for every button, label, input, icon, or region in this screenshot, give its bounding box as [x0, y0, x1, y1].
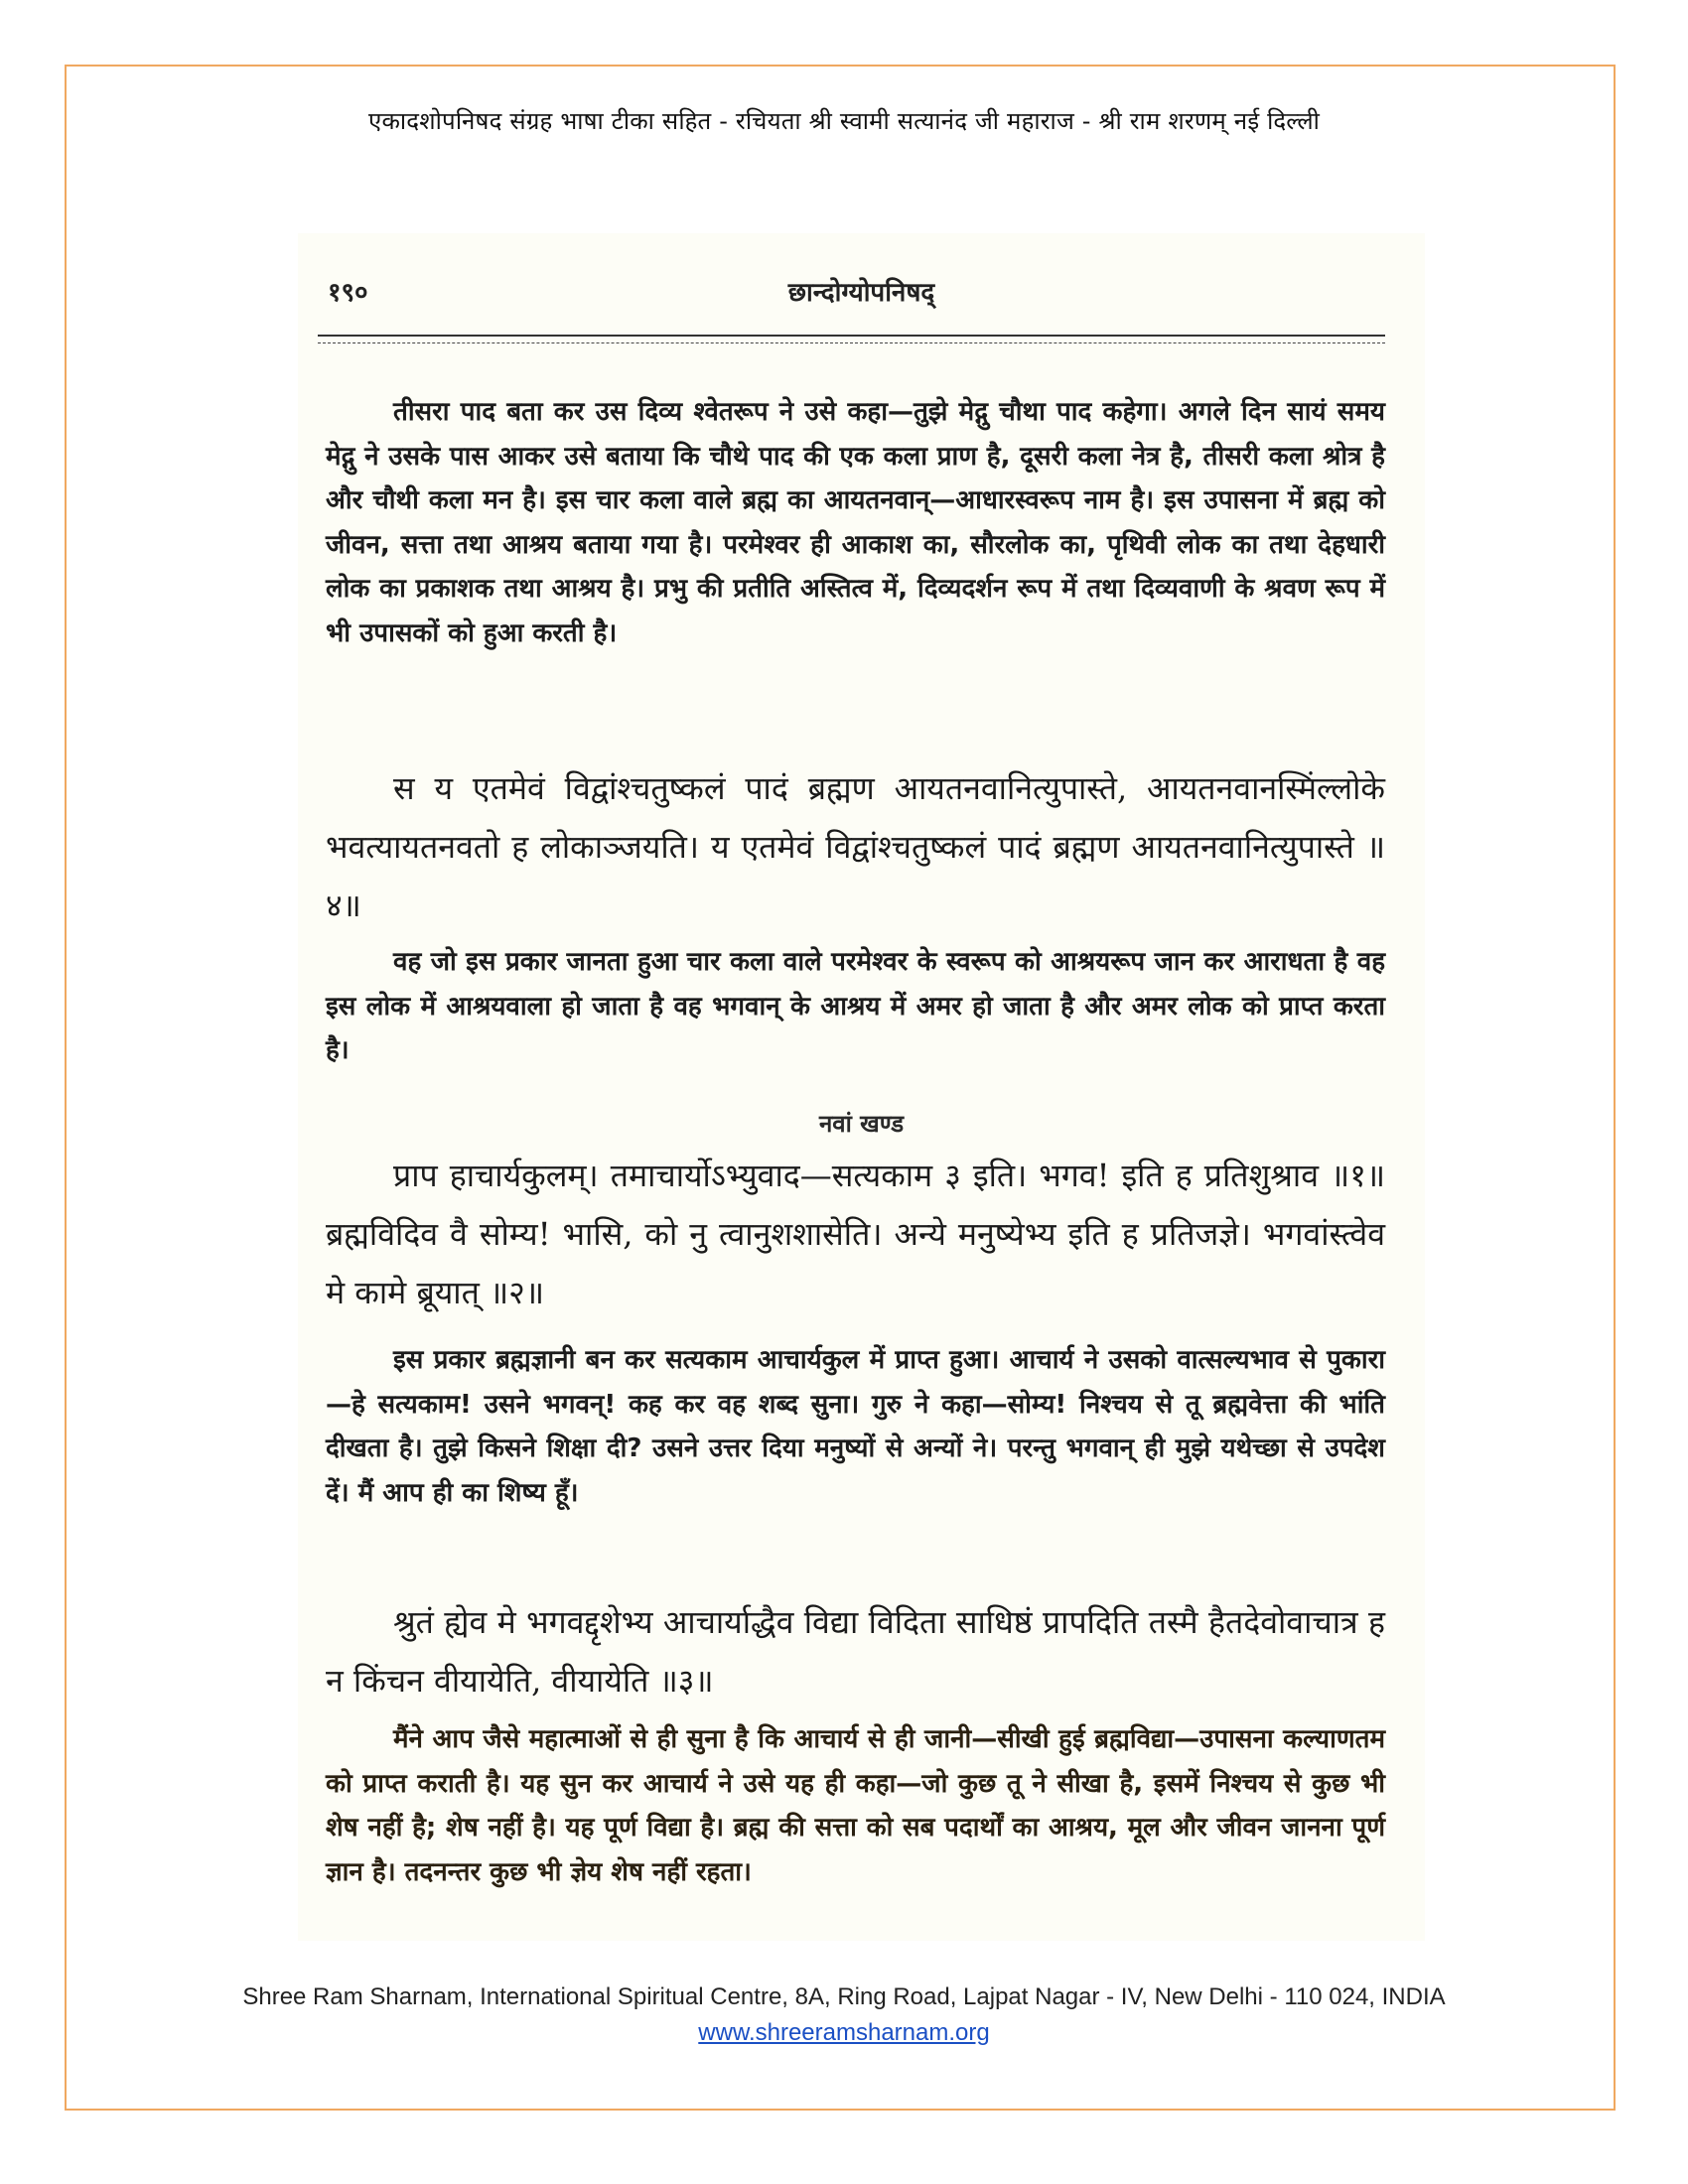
commentary-paragraph-4: मैंने आप जैसे महात्माओं से ही सुना है कि आचार्य से ही जानी—सीखी हुई ब्रह्मविद्या—उपासना कल्याणतम को प्राप्त कराती है। यह सुन कर आचार्य ने उसे यह ही कहा—जो कुछ तू ने सीखा है, इसमें निश्चय से कुछ भी शेष नहीं है; शेष नहीं है। यह पूर्ण विद्या है। ब्रह्म की सत्ता को सब पदार्थों का आश्रय, मूल और जीवन जानना पूर्ण ज्ञान है। तदनन्तर कुछ भी ज्ञेय शेष नहीं रहता।: [326, 1724, 1385, 1887]
running-header: [328, 273, 1395, 313]
verses-1-2: प्राप हाचार्यकुलम्। तमाचार्योऽभ्युवाद—सत्यकाम ३ इति। भगव! इति ह प्रतिशुश्राव ॥१॥ ब्रह्मविदिव वै सोम्य! भासि, को नु त्वानुशशासेति। अन्ये मनुष्येभ्य इति ह प्रतिजज्ञे। भगवांस्त्वेव मे कामे ब्रूयात् ॥२॥: [326, 1157, 1385, 1311]
page-number: १९०: [328, 278, 368, 308]
footer-address: Shree Ram Sharnam, International Spiritual Centre, 8A, Ring Road, Lajpat Nagar - IV, New Delhi - 110 024, INDIA: [242, 1983, 1446, 2010]
commentary-paragraph-3: इस प्रकार ब्रह्मज्ञानी बन कर सत्यकाम आचार्यकुल में प्राप्त हुआ। आचार्य ने उसको वात्सल्यभाव से पुकारा—हे सत्यकाम! उसने भगवन्! कह कर वह शब्द सुना। गुरु ने कहा—सोम्य! निश्चय से तू ब्रह्मवेत्ता की भांति दीखता है। तुझे किसने शिक्षा दी? उसने उत्तर दिया मनुष्यों से अन्यों ने। परन्तु भगवान् ही मुझे यथेच्छा से उपदेश दें। मैं आप ही का शिष्य हूँ।: [326, 1345, 1385, 1508]
running-title: छान्दोग्योपनिषद्: [787, 278, 935, 308]
verse-4: स य एतमेवं विद्वांश्चतुष्कलं पादं ब्रह्मण आयतनवानित्युपास्ते, आयतनवानस्मिंल्लोके भवत्यायतनवतो ह लोकाञ्जयति। य एतमेवं विद्वांश्चतुष्कलं पादं ब्रह्मण आयतनवानित्युपास्ते ॥४॥: [326, 769, 1385, 924]
commentary-paragraph-2: वह जो इस प्रकार जानता हुआ चार कला वाले परमेश्वर के स्वरूप को आश्रयरूप जान कर आराधता है वह इस लोक में आश्रयवाला हो जाता है वह भगवान् के आश्रय में अमर हो जाता है और अमर लोक को प्राप्त करता है।: [326, 947, 1385, 1065]
book-header: एकादशोपनिषद संग्रह भाषा टीका सहित - रचियता श्री स्वामी सत्यानंद जी महाराज - श्री राम शरणम् नई दिल्ली: [367, 107, 1321, 135]
commentary-paragraph-1: तीसरा पाद बता कर उस दिव्य श्वेतरूप ने उसे कहा—तुझे मेद्गु चौथा पाद कहेगा। अगले दिन सायं समय मेद्गु ने उसके पास आकर उसे बताया कि चौथे पाद की एक कला प्राण है, दूसरी कला नेत्र है, तीसरी कला श्रोत्र है और चौथी कला मन है। इस चार कला वाले ब्रह्म का आयतनवान्—आधारस्वरूप नाम है। इस उपासना में ब्रह्म को जीवन, सत्ता तथा आश्रय बताया गया है। परमेश्वर ही आकाश का, सौरलोक का, पृथिवी लोक का तथा देहधारी लोक का प्रकाशक तथा आश्रय है। प्रभु की प्रतीति अस्तित्व में, दिव्यदर्शन रूप में तथा दिव्यवाणी के श्रवण रूप में भी उपासकों को हुआ करती है।: [326, 397, 1385, 648]
scanned-page: [298, 233, 1425, 1941]
section-title: नवां खण्ड: [818, 1109, 905, 1138]
website-link[interactable]: www.shreeramsharnam.org: [698, 2019, 990, 2046]
header-rule-dashed: [318, 342, 1385, 343]
header-rule: [318, 335, 1385, 337]
verse-3: श्रुतं ह्येव मे भगवद्दृशेभ्य आचार्याद्धैव विद्या विदिता साधिष्ठं प्रापदिति तस्मै हैतदेवोवाचात्र ह न किंचन वीयायेति, वीयायेति ॥३॥: [326, 1603, 1385, 1700]
